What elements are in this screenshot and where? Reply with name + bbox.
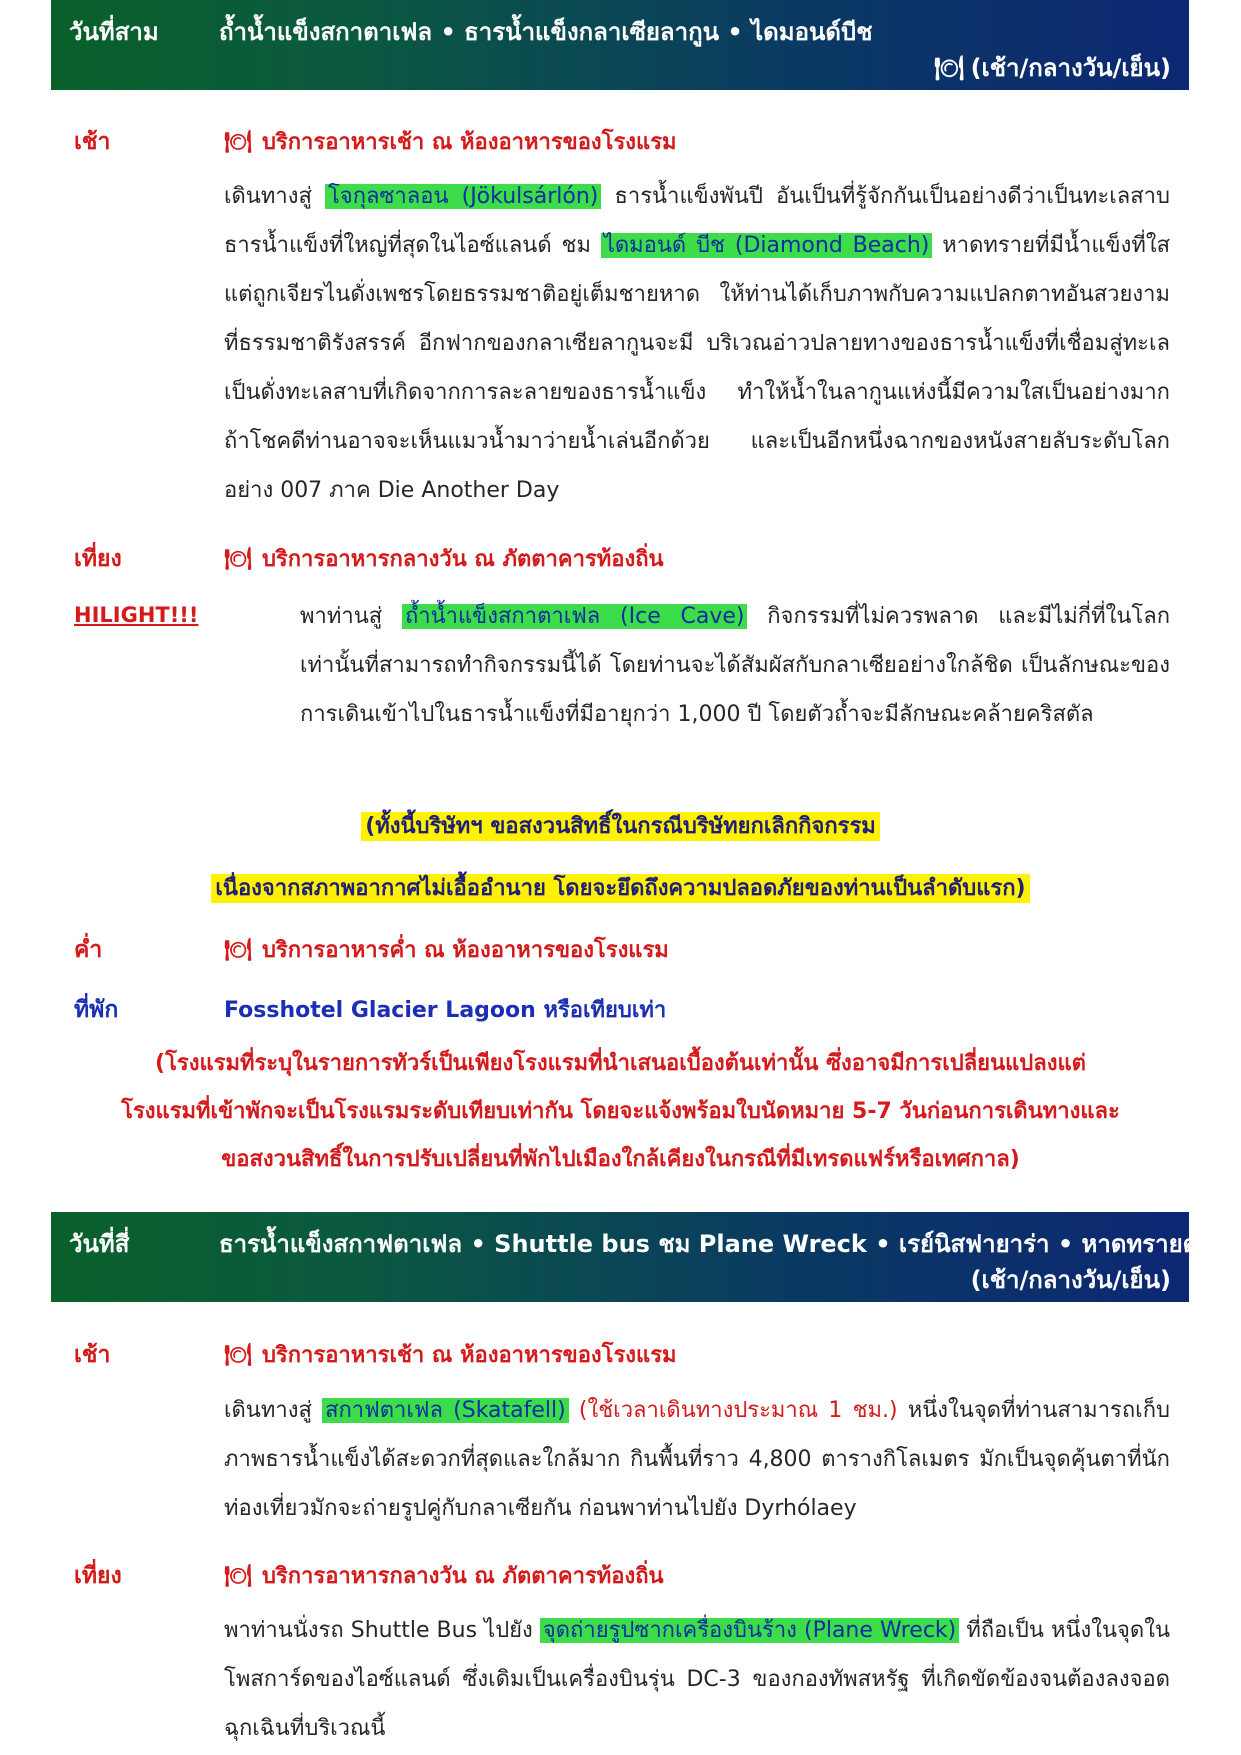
day4-breakfast-text: บริการอาหารเช้า ณ ห้องอาหารของโรงแรม [261, 1343, 677, 1368]
notice-text: (ทั้งนี้บริษัทฯ ขอสงวนสิทธิ์ในกรณีบริษัทยกเลิกกิจกรรม [361, 812, 880, 841]
text: ที่ถือเป็น หนึ่งในจุดในโพสการ์ดของไอซ์แลนด์ ซึ่งเดิมเป็นเครื่องบินรุ่น DC-3 ของกองทัพสหรัฐ ที่เกิดขัดข้องจนต้องลงจอดฉุกเฉินที่บริเวณนี้ [224, 1618, 1170, 1741]
day3-header [51, 0, 1189, 90]
hotel-note [40, 1040, 1201, 1184]
day3-breakfast-label: เช้า [74, 129, 111, 155]
day4-lunch-line [224, 1558, 664, 1593]
text: กิจกรรมที่ไม่ควรพลาด และมีไม่กี่ที่ในโลกเท่านั้นที่สามารถทำกิจกรรมนี้ได้ โดยท่านจะได้สัมผัสกับกลาเซียอย่างใกล้ชิด เป็นลักษณะของการเดินเข้าไปในธารน้ำแข็งที่มีอายุกว่า 1,000 ปี โดยตัวถ้ำจะมีลักษณะคล้ายคริสตัล [300, 604, 1171, 727]
text: เดินทางสู่ [224, 184, 325, 209]
day4-lunch-label: เที่ยง [74, 1563, 122, 1589]
meal-icon: 🍽 [934, 54, 965, 82]
day3-meals-text: (เช้า/กลางวัน/เย็น) [970, 54, 1171, 82]
dish-icon: 🍽 [224, 1343, 252, 1368]
dish-icon: 🍽 [224, 938, 252, 963]
day4-meals: (เช้า/กลางวัน/เย็น) [970, 1266, 1171, 1294]
day4-label: วันที่สี่ [69, 1230, 130, 1258]
highlight-plane-wreck: จุดถ่ายรูปซากเครื่องบินร้าง (Plane Wreck) [540, 1618, 959, 1643]
dish-icon: 🍽 [224, 130, 252, 155]
day4-lunch-text: บริการอาหารกลางวัน ณ ภัตตาคารท้องถิ่น [261, 1564, 664, 1589]
text: หนึ่งในจุดที่ท่านสามารถเก็บภาพธารน้ำแข็งได้สะดวกที่สุดและใกล้มาก กินพื้นที่ราว 4,800 ตารางกิโลเมตร มักเป็นจุดคุ้นตาที่นักท่องเที่ยวมักจะถ่ายรูปคู่กับกลาเซียกัน ก่อนพาท่านไปยัง Dyrhólaey [224, 1398, 1170, 1521]
notice-line-1 [0, 808, 1241, 843]
day3-paragraph-1 [224, 172, 1170, 515]
text: พาท่านสู่ [300, 604, 402, 629]
highlight-ice-cave: ถ้ำน้ำแข็งสกาตาเฟล (Ice Cave) [402, 604, 748, 629]
text: เดินทางสู่ [224, 1398, 323, 1423]
day4-breakfast-label: เช้า [74, 1342, 111, 1368]
text: ธารน้ำแข็งพันปี อันเป็นที่รู้จักกันเป็นอย่างดีว่าเป็นทะเลสาบธารน้ำแข็งที่ใหญ่ที่สุดในไอซ์แลนด์ ชม [224, 184, 1170, 258]
day3-label: วันที่สาม [69, 18, 159, 46]
day3-hotel-name: Fosshotel Glacier Lagoon หรือเทียบเท่า [224, 998, 667, 1023]
notice-text: เนื่องจากสภาพอากาศไม่เอื้ออำนาย โดยจะยึดถึงความปลอดภัยของท่านเป็นลำดับแรก) [211, 874, 1029, 903]
travel-time: (ใช้เวลาเดินทางประมาณ 1 ชม.) [568, 1398, 898, 1423]
notice-line-2 [0, 870, 1241, 905]
day3-lunch-text: บริการอาหารกลางวัน ณ ภัตตาคารท้องถิ่น [261, 547, 664, 572]
day3-lunch-line [224, 541, 664, 576]
hotel-note-line-3: ขอสงวนสิทธิ์ในการปรับเปลี่ยนที่พักไปเมืองใกล้เคียงในกรณีที่มีเทรดแฟร์หรือเทศกาล) [221, 1147, 1020, 1172]
day3-dinner-label: ค่ำ [74, 937, 103, 963]
day3-dinner-line [224, 932, 669, 967]
day3-breakfast-text: บริการอาหารเช้า ณ ห้องอาหารของโรงแรม [261, 130, 677, 155]
highlight-jokulsarlon: โจกุลซาลอน (Jökulsárlón) [325, 184, 601, 209]
dish-icon: 🍽 [224, 547, 252, 572]
day4-paragraph-1 [224, 1386, 1170, 1533]
day4-breakfast-line [224, 1337, 677, 1372]
day3-meals [934, 48, 1171, 87]
dish-icon: 🍽 [224, 1564, 252, 1589]
day4-paragraph-2 [224, 1606, 1170, 1753]
day3-hotel-label: ที่พัก [74, 997, 119, 1023]
day3-route: ถ้ำน้ำแข็งสกาตาเฟล • ธารน้ำแข็งกลาเซียลากูน • ไดมอนด์บีช [219, 18, 873, 46]
day3-dinner-text: บริการอาหารค่ำ ณ ห้องอาหารของโรงแรม [261, 938, 669, 963]
day3-lunch-label: เที่ยง [74, 546, 122, 572]
hilight-label: HILIGHT!!! [74, 603, 199, 627]
text: หาดทรายที่มีน้ำแข็งที่ใสแต่ถูกเจียรไนดั่งเพชรโดยธรรมชาติอยู่เต็มชายหาด ให้ท่านได้เก็บภาพกับความแปลกตาทอันสวยงามที่ธรรมชาติรังสรรค์ อีกฟากของกลาเซียลากูนจะมี บริเวณอ่าวปลายทางของธารน้ำแข็งที่เชื่อมสู่ทะเล เป็นดั่งทะเลสาบที่เกิดจากการละลายของธารน้ำแข็ง ทำให้น้ำในลากูนแห่งนี้มีความใสเป็นอย่างมาก ถ้าโชคดีท่านอาจจะเห็นแมวน้ำมาว่ายน้ำเล่นอีกด้วย และเป็นอีกหนึ่งฉากของหนังสายลับระดับโลกอย่าง 007 ภาค Die Another Day [224, 233, 1170, 503]
text: พาท่านนั่งรถ Shuttle Bus ไปยัง [224, 1618, 540, 1643]
day4-header [51, 1212, 1212, 1302]
hotel-note-line-1: (โรงแรมที่ระบุในรายการทัวร์เป็นเพียงโรงแรมที่นำเสนอเบื้องต้นเท่านั้น ซึ่งอาจมีการเปลี่ยนแปลงแต่ [155, 1051, 1086, 1076]
day3-breakfast-line [224, 124, 677, 159]
day3-paragraph-2 [300, 592, 1170, 739]
highlight-diamond-beach: ไดมอนด์ บีช (Diamond Beach) [601, 233, 933, 258]
hotel-note-line-2: โรงแรมที่เข้าพักจะเป็นโรงแรมระดับเทียบเท่ากัน โดยจะแจ้งพร้อมใบนัดหมาย 5-7 วันก่อนการเดินทางและ [121, 1099, 1120, 1124]
day4-route: ธารน้ำแข็งสกาฟตาเฟล • Shuttle bus ชม Plane Wreck • เรย์นิสฟายาร่า • หาดทรายดำ [219, 1230, 1212, 1258]
highlight-skatafell: สกาฟตาเฟล (Skatafell) [322, 1398, 569, 1423]
